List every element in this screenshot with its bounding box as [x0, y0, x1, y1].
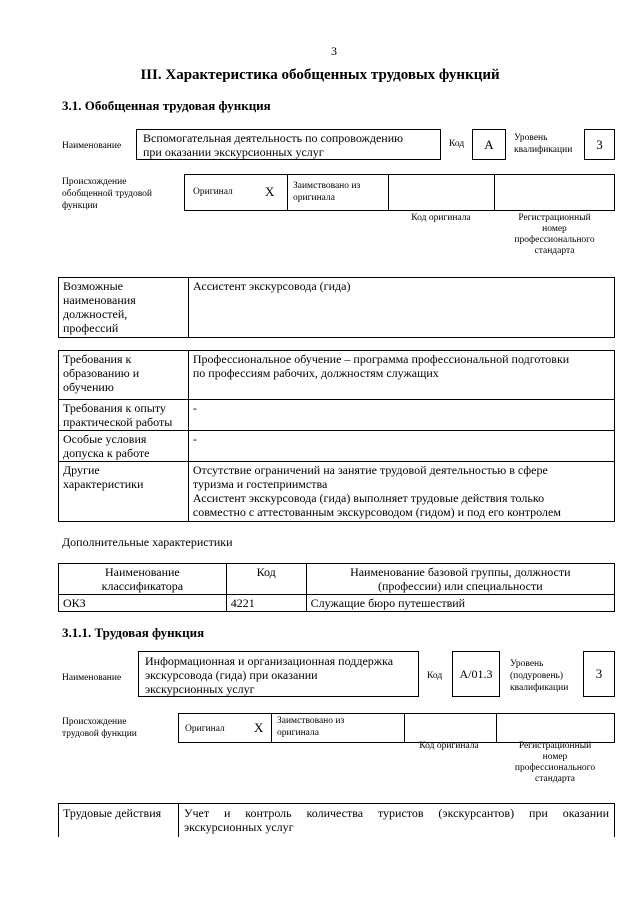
tf-name-line1: Информационная и организационная поддержка	[145, 654, 394, 668]
gtf-origin-table	[184, 174, 615, 211]
gtf-reg-caption-2: номер	[542, 224, 567, 234]
positions-value: Ассистент экскурсовода (гида)	[193, 279, 351, 293]
table-row	[59, 351, 615, 400]
tf-level-label-2: (подуровень)	[510, 671, 564, 681]
tf-reg-caption-2: номер	[542, 752, 568, 762]
gtf-origin-label-1: Происхождение	[62, 177, 127, 187]
tf-section-title: 3.1.1. Трудовая функция	[62, 625, 205, 640]
tf-original-label: Оригинал	[185, 724, 225, 734]
req-edu-label-1: Требования к	[63, 352, 132, 366]
actions-value-2: экскурсионных услуг	[184, 820, 294, 834]
tf-reg-caption-3: профессионального	[514, 763, 596, 773]
req-other-label	[59, 462, 189, 522]
additional-name: Служащие бюро путешествий	[306, 595, 614, 612]
gtf-name-line2: при оказании экскурсионных услуг	[143, 145, 324, 159]
additional-col3-header-1: Наименование базовой группы, должности	[350, 565, 571, 579]
gtf-section-title: 3.1. Обобщенная трудовая функция	[62, 98, 271, 113]
additional-classifier: ОКЗ	[59, 595, 227, 612]
req-edu-label	[59, 351, 189, 400]
additional-col3-header-2: (профессии) или специальности	[377, 579, 543, 593]
tf-origin-table	[178, 713, 615, 743]
tf-origin-label-1: Происхождение	[62, 717, 127, 727]
tf-name-line2: экскурсовода (гида) при оказании	[145, 668, 318, 682]
req-other-value-2: туризма и гостеприимства	[192, 477, 328, 491]
positions-table	[58, 277, 615, 338]
gtf-reg-caption-4: стандарта	[534, 246, 575, 256]
tf-borrowed-label-1: Заимствовано из	[277, 716, 345, 726]
positions-label-3: должностей,	[63, 307, 128, 321]
page-heading: III. Характеристика обобщенных трудовых функций	[140, 67, 500, 83]
actions-label: Трудовые действия	[63, 806, 162, 820]
additional-table	[58, 563, 615, 612]
tf-code-value: A/01.3	[452, 651, 500, 697]
tf-reg-caption-4: стандарта	[535, 774, 575, 784]
tf-level-label-3: квалификации	[510, 683, 569, 693]
table-row	[59, 400, 615, 431]
positions-label-1: Возможные	[63, 279, 123, 293]
table-row	[59, 564, 615, 595]
req-edu-label-3: обучению	[63, 380, 114, 394]
req-edu-value-2: по профессиям рабочих, должностям служащих	[192, 366, 439, 380]
gtf-borrowed-label-1: Заимствовано из	[293, 181, 361, 191]
req-exp-label-1: Требования к опыту	[63, 401, 166, 415]
tf-reg-caption-1: Регистрационный	[518, 741, 592, 751]
tf-orig-code-caption: Код оригинала	[419, 741, 479, 751]
actions-table	[58, 803, 615, 837]
tf-borrowed-label-2: оригинала	[277, 728, 319, 738]
req-special-label	[59, 431, 189, 462]
table-row	[59, 462, 615, 522]
gtf-reg-caption-3: профессионального	[514, 235, 595, 245]
req-special-label-2: допуска к работе	[63, 446, 150, 460]
gtf-borrowed-label-2: оригинала	[293, 193, 335, 203]
req-other-value-3: Ассистент экскурсовода (гида) выполняет трудовые действия только	[192, 491, 545, 505]
table-row	[59, 595, 615, 612]
additional-col1-header	[59, 564, 227, 595]
positions-label-2: наименования	[63, 293, 136, 307]
tf-original-mark: X	[254, 720, 264, 735]
gtf-original-label: Оригинал	[193, 187, 233, 197]
gtf-origin-label-3: функции	[62, 201, 98, 211]
tf-code-label: Код	[427, 671, 443, 681]
additional-title: Дополнительные характеристики	[62, 535, 233, 549]
req-other-value-1: Отсутствие ограничений на занятие трудовой деятельностью в сфере	[192, 463, 548, 477]
tf-name-line3: экскурсионных услуг	[145, 682, 255, 696]
gtf-code-label: Код	[449, 139, 465, 149]
req-exp-label-2: практической работы	[63, 415, 173, 429]
positions-label	[63, 279, 136, 335]
req-edu-label-2: образованию и	[63, 366, 140, 380]
gtf-name-box	[136, 129, 441, 160]
additional-col3-header	[306, 564, 614, 595]
req-other-label-1: Другие	[63, 463, 100, 477]
req-edu-value	[188, 351, 614, 400]
gtf-origin-label-2: обобщенной трудовой	[62, 189, 152, 199]
req-other-label-2: характеристики	[63, 477, 144, 491]
req-exp-label	[59, 400, 189, 431]
gtf-reg-caption-1: Регистрационный	[518, 213, 591, 223]
gtf-name-label: Наименование	[62, 141, 122, 151]
tf-reg-caption	[495, 741, 615, 785]
table-row	[59, 431, 615, 462]
gtf-original-mark: X	[265, 184, 275, 199]
tf-name-box	[138, 651, 419, 697]
additional-col1-header-1: Наименование	[105, 565, 180, 579]
tf-origin-label-2: трудовой функции	[62, 729, 137, 739]
req-other-value	[188, 462, 614, 522]
gtf-name-line1: Вспомогательная деятельность по сопровождению	[143, 131, 404, 145]
tf-level-label-1: Уровень	[510, 659, 544, 669]
tf-name-label: Наименование	[62, 673, 122, 683]
gtf-orig-code-caption: Код оригинала	[411, 213, 471, 223]
gtf-level-label-1: Уровень	[514, 133, 548, 143]
req-special-value: -	[188, 431, 614, 462]
additional-col1-header-2: классификатора	[101, 579, 184, 593]
gtf-code-value: A	[472, 129, 506, 160]
req-edu-value-1: Профессиональное обучение – программа профессиональной подготовки	[192, 352, 570, 366]
additional-code: 4221	[226, 595, 306, 612]
requirements-table	[58, 350, 615, 522]
req-special-label-1: Особые условия	[63, 432, 147, 446]
tf-level-value: 3	[583, 651, 615, 697]
actions-value-1: Учет и контроль количества туристов (экскурсантов) при оказании	[184, 806, 609, 820]
page-number: 3	[331, 44, 337, 58]
gtf-reg-caption	[494, 213, 615, 257]
additional-col2-header: Код	[226, 564, 306, 595]
req-exp-value: -	[188, 400, 614, 431]
req-other-value-4: совместно с аттестованным экскурсоводом (гидом) и под его контролем	[192, 505, 561, 519]
gtf-level-label-2: квалификации	[514, 145, 573, 155]
gtf-level-value: 3	[584, 129, 615, 160]
positions-label-4: профессий	[63, 321, 119, 335]
